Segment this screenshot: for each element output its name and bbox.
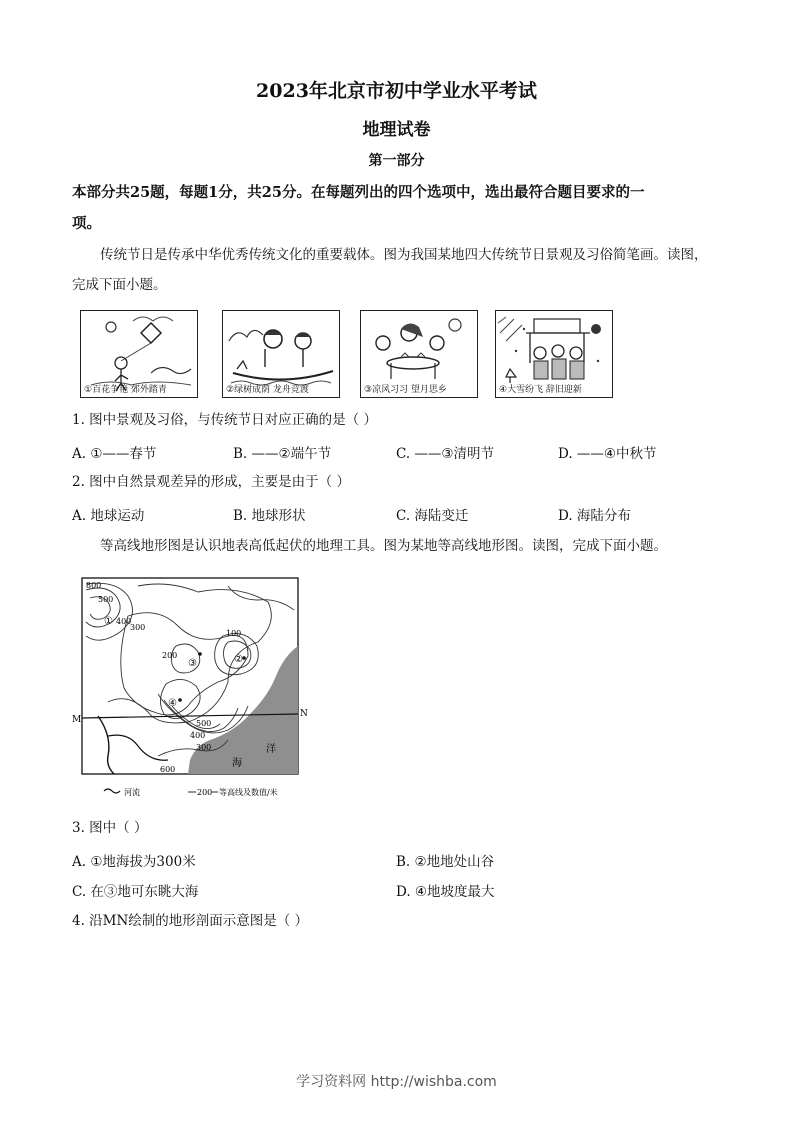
q3-stem: 3. 图中（ ） — [72, 820, 148, 836]
picture-caption: ②绿树成荫 龙舟竞渡 — [226, 385, 309, 395]
q1-option-b[interactable]: B. ——②端午节 — [233, 446, 332, 462]
picture-summer — [222, 310, 340, 398]
contour-label-300: 300 — [130, 623, 146, 632]
passage2-line1: 等高线地形图是认识地表高低起伏的地理工具。图为某地等高线地形图。读图，完成下面小题。 — [100, 538, 667, 554]
label-m: M — [72, 715, 82, 725]
contour-label-400: 400 — [116, 617, 132, 626]
q3-option-c[interactable]: C. 在③地可东眺大海 — [72, 884, 199, 900]
page-title: 2023年北京市初中学业水平考试 — [256, 80, 537, 102]
q3-option-b[interactable]: B. ②地地处山谷 — [396, 854, 495, 870]
contour-label-600: 600 — [160, 765, 176, 774]
point-label-2: ② — [234, 654, 243, 665]
q2-stem: 2. 图中自然景观差异的形成，主要是由于（ ） — [72, 474, 350, 490]
footer-watermark: 学习资料网 http://wishba.com — [296, 1074, 497, 1090]
point-label-4: ④ — [168, 698, 177, 709]
contour-label-400b: 400 — [190, 731, 206, 740]
passage1-line1: 传统节日是传承中华优秀传统文化的重要载体。图为我国某地四大传统节日景观及习俗简笔画。读图， — [100, 247, 708, 263]
subject-title: 地理试卷 — [362, 120, 431, 140]
passage1-line2: 完成下面小题。 — [72, 277, 167, 293]
part-title: 第一部分 — [368, 153, 425, 169]
label-n: N — [300, 709, 308, 719]
q2-option-a[interactable]: A. 地球运动 — [72, 508, 145, 524]
legend-river: 河流 — [124, 788, 140, 797]
contour-label-100: 100 — [226, 629, 242, 638]
point-label-3: ③ — [188, 658, 197, 669]
q1-option-d[interactable]: D. ——④中秋节 — [558, 446, 657, 462]
q3-option-a[interactable]: A. ①地海拔为300米 — [72, 854, 196, 870]
picture-winter — [495, 310, 613, 398]
ocean-label: 洋 — [266, 744, 276, 755]
instructions-line2: 项。 — [72, 215, 101, 232]
river-legend-icon — [104, 789, 120, 793]
legend-contour-value: 200 — [197, 788, 213, 797]
sea-label: 海 — [232, 758, 242, 769]
q4-stem: 4. 沿MN绘制的地形剖面示意图是（ ） — [72, 913, 309, 929]
point-marker — [198, 652, 202, 656]
contour-label-500b: 500 — [196, 719, 212, 728]
picture-caption: ④大雪纷飞 辞旧迎新 — [499, 385, 582, 395]
contour-map — [72, 576, 308, 798]
contour-label-800: 800 — [86, 581, 102, 590]
q2-option-c[interactable]: C. 海陆变迁 — [396, 508, 469, 524]
picture-caption: ①百花争艳 郊外踏青 — [84, 385, 167, 395]
q3-option-d[interactable]: D. ④地坡度最大 — [396, 884, 495, 900]
q1-stem: 1. 图中景观及习俗，与传统节日对应正确的是（ ） — [72, 412, 377, 428]
contour-label-300b: 300 — [196, 743, 212, 752]
picture-caption: ③凉风习习 望月思乡 — [364, 385, 447, 395]
contour-label-500: 500 — [98, 595, 114, 604]
contour-label-200: 200 — [162, 651, 178, 660]
picture-spring — [80, 310, 198, 398]
q1-option-c[interactable]: C. ——③清明节 — [396, 446, 495, 462]
q1-option-a[interactable]: A. ①——春节 — [72, 446, 157, 462]
point-marker — [178, 698, 182, 702]
q2-option-d[interactable]: D. 海陆分布 — [558, 508, 631, 524]
q2-option-b[interactable]: B. 地球形状 — [233, 508, 306, 524]
legend-contour: 等高线及数值/米 — [219, 788, 278, 797]
picture-autumn — [360, 310, 478, 398]
point-label-1: ① — [104, 616, 113, 627]
instructions-line1: 本部分共25题，每题1分，共25分。在每题列出的四个选项中，选出最符合题目要求的一 — [72, 184, 645, 201]
